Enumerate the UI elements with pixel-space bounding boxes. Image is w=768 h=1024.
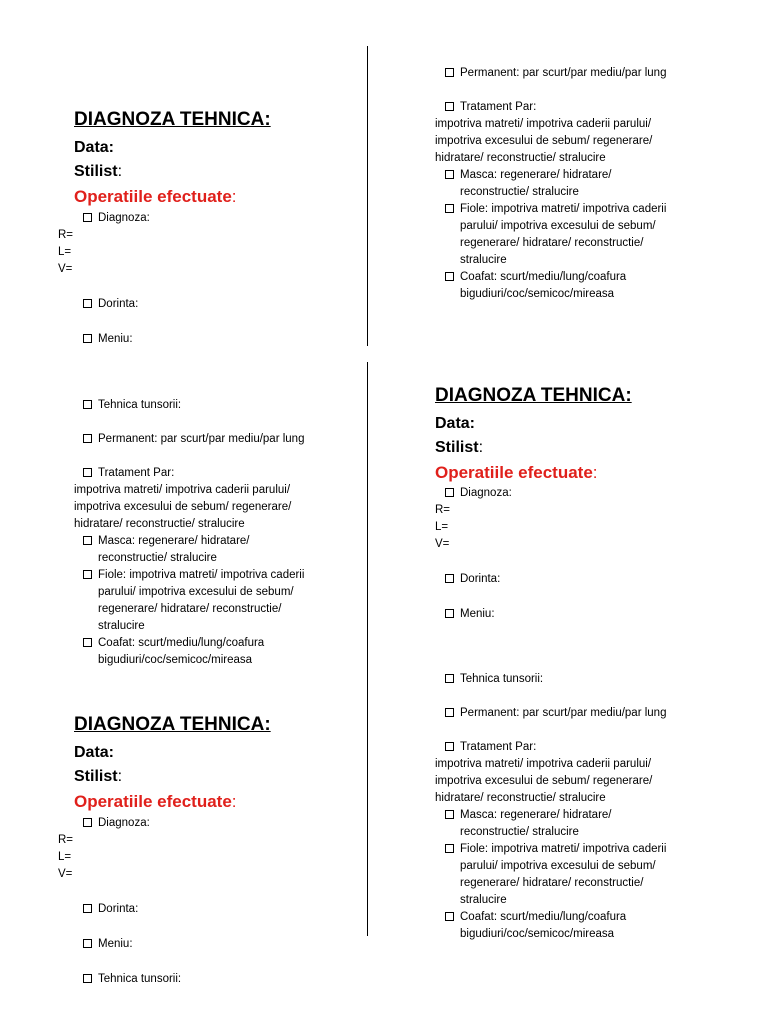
fiole-item: Fiole: impotriva matreti/ impotriva caderii parului/ impotriva excesului de sebum/ regenerare/ hidratare/ reconstructie/ stralucire (58, 567, 364, 635)
masca-item: Masca: regenerare/ hidratare/ reconstructie/ stralucire (58, 533, 364, 567)
permanent-item: Permanent: par scurt/par mediu/par lung (420, 65, 760, 82)
tratament-line-3: hidratare/ reconstructie/ stralucire (74, 518, 245, 530)
meniu-item: Meniu: (58, 331, 364, 348)
dorinta-item: Dorinta: (420, 571, 760, 588)
checkbox-masca[interactable] (445, 170, 454, 179)
r-field: R= (58, 834, 74, 846)
checkbox-meniu[interactable] (83, 939, 92, 948)
checkbox-fiole[interactable] (83, 570, 92, 579)
checkbox-fiole[interactable] (445, 204, 454, 213)
meniu-item: Meniu: (58, 936, 364, 953)
diagnoza-item: Diagnoza: (58, 210, 364, 227)
data-label: Data: (435, 415, 476, 432)
tratament-line-3: hidratare/ reconstructie/ stralucire (435, 792, 606, 804)
tratament-line-1: impotriva matreti/ impotriva caderii parului/ (74, 484, 291, 496)
tratament-item: Tratament Par: (420, 739, 760, 756)
checkbox-dorinta[interactable] (83, 299, 92, 308)
tratament-line-2: impotriva excesului de sebum/ regenerare/ (435, 775, 653, 787)
data-label: Data: (74, 139, 115, 156)
tratament-line-3: hidratare/ reconstructie/ stralucire (435, 152, 606, 164)
coafat-item: Coafat: scurt/mediu/lung/coafura bigudiuri/coc/semicoc/mireasa (420, 909, 760, 943)
checkbox-diagnoza[interactable] (83, 818, 92, 827)
checkbox-coafat[interactable] (445, 272, 454, 281)
form-title: DIAGNOZA TEHNICA: (74, 109, 271, 130)
tratament-item: Tratament Par: (420, 99, 760, 116)
stilist-label: Stilist: (435, 439, 484, 456)
checkbox-tratament[interactable] (83, 468, 92, 477)
checkbox-diagnoza[interactable] (83, 213, 92, 222)
tehnica-item: Tehnica tunsorii: (58, 397, 364, 414)
form-top-right (420, 65, 760, 303)
checkbox-coafat[interactable] (83, 638, 92, 647)
coafat-item: Coafat: scurt/mediu/lung/coafura bigudiuri/coc/semicoc/mireasa (420, 269, 760, 303)
tratament-line-1: impotriva matreti/ impotriva caderii parului/ (435, 758, 652, 770)
fiole-item: Fiole: impotriva matreti/ impotriva caderii parului/ impotriva excesului de sebum/ regenerare/ hidratare/ reconstructie/ stralucire (420, 201, 760, 269)
dorinta-item: Dorinta: (58, 296, 364, 313)
checkbox-meniu[interactable] (83, 334, 92, 343)
masca-item: Masca: regenerare/ hidratare/ reconstructie/ stralucire (420, 167, 760, 201)
dorinta-item: Dorinta: (58, 901, 364, 918)
checkbox-masca[interactable] (445, 810, 454, 819)
l-field: L= (435, 521, 449, 533)
form-bottom-left-cont (58, 397, 364, 669)
operatii-label: Operatiile efectuate: (435, 463, 598, 482)
form-top-left (74, 108, 364, 210)
checkbox-tehnica[interactable] (445, 674, 454, 683)
checkbox-coafat[interactable] (445, 912, 454, 921)
form-bottom-left (74, 713, 364, 815)
diagnoza-item: Diagnoza: (420, 485, 760, 502)
permanent-item: Permanent: par scurt/par mediu/par lung (58, 431, 364, 448)
checkbox-permanent[interactable] (445, 708, 454, 717)
permanent-item: Permanent: par scurt/par mediu/par lung (420, 705, 760, 722)
tehnica-item: Tehnica tunsorii: (58, 971, 364, 988)
v-field: V= (435, 538, 450, 550)
checkbox-diagnoza[interactable] (445, 488, 454, 497)
form-title: DIAGNOZA TEHNICA: (435, 385, 632, 406)
checkbox-dorinta[interactable] (83, 904, 92, 913)
v-field: V= (58, 263, 73, 275)
meniu-item: Meniu: (420, 606, 760, 623)
tratament-item: Tratament Par: (58, 465, 364, 482)
diagnoza-item: Diagnoza: (58, 815, 364, 832)
checkbox-meniu[interactable] (445, 609, 454, 618)
checkbox-tratament[interactable] (445, 102, 454, 111)
checkbox-fiole[interactable] (445, 844, 454, 853)
divider-bottom (367, 362, 368, 936)
checkbox-permanent[interactable] (83, 434, 92, 443)
form-bottom-right-items (420, 485, 760, 943)
form-top-left-items (58, 210, 364, 348)
tehnica-item: Tehnica tunsorii: (420, 671, 760, 688)
form-bottom-right (435, 384, 755, 486)
tratament-line-2: impotriva excesului de sebum/ regenerare/ (435, 135, 653, 147)
stilist-label: Stilist: (74, 768, 123, 785)
checkbox-dorinta[interactable] (445, 574, 454, 583)
form-title: DIAGNOZA TEHNICA: (74, 714, 271, 735)
operatii-label: Operatiile efectuate: (74, 792, 237, 811)
operatii-label: Operatiile efectuate: (74, 187, 237, 206)
l-field: L= (58, 246, 72, 258)
l-field: L= (58, 851, 72, 863)
checkbox-masca[interactable] (83, 536, 92, 545)
masca-item: Masca: regenerare/ hidratare/ reconstructie/ stralucire (420, 807, 760, 841)
tratament-line-2: impotriva excesului de sebum/ regenerare/ (74, 501, 292, 513)
form-bottom-left-items (58, 815, 364, 988)
checkbox-permanent[interactable] (445, 68, 454, 77)
checkbox-tratament[interactable] (445, 742, 454, 751)
fiole-item: Fiole: impotriva matreti/ impotriva caderii parului/ impotriva excesului de sebum/ regenerare/ hidratare/ reconstructie/ stralucire (420, 841, 760, 909)
tratament-line-1: impotriva matreti/ impotriva caderii parului/ (435, 118, 652, 130)
checkbox-tehnica[interactable] (83, 400, 92, 409)
r-field: R= (435, 504, 451, 516)
r-field: R= (58, 229, 74, 241)
stilist-label: Stilist: (74, 163, 123, 180)
checkbox-tehnica[interactable] (83, 974, 92, 983)
data-label: Data: (74, 744, 115, 761)
v-field: V= (58, 868, 73, 880)
coafat-item: Coafat: scurt/mediu/lung/coafura bigudiuri/coc/semicoc/mireasa (58, 635, 364, 669)
divider-top (367, 46, 368, 346)
